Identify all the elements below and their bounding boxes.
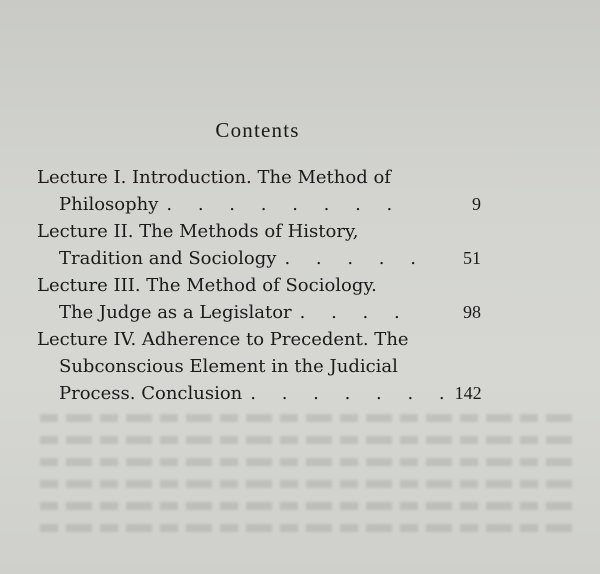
toc-entry-lecture-3 xyxy=(37,272,497,326)
toc-entry-lecture-2 xyxy=(37,218,497,272)
toc-entry-continuation: Subconscious Element in the Judicial xyxy=(59,356,398,377)
toc-entry-last-line xyxy=(37,380,497,407)
toc-leader-dots: . . . . . xyxy=(284,248,426,269)
toc-entry-last-line xyxy=(37,191,497,218)
toc-entry-text: Process. Conclusion xyxy=(59,383,243,404)
toc-entry-heading: Lecture II. The Methods of History, xyxy=(37,221,359,242)
toc-entry-heading: Lecture I. Introduction. The Method of xyxy=(37,167,391,188)
show-through-text xyxy=(40,400,580,570)
toc-entry-text: Philosophy xyxy=(59,194,159,215)
toc-leader-dots: . . . . . . . . xyxy=(166,194,403,215)
toc-entry-heading: Lecture IV. Adherence to Precedent. The xyxy=(37,329,409,350)
toc-leader-dots: . . . . . . . xyxy=(250,383,455,404)
toc-entry-heading: Lecture III. The Method of Sociology. xyxy=(37,275,377,296)
toc-entry-text: The Judge as a Legislator xyxy=(59,302,292,323)
toc-entry-last-line xyxy=(37,299,497,326)
toc-entry-lecture-4 xyxy=(37,326,497,407)
toc-page-number: 98 xyxy=(463,302,481,322)
toc-entry-last-line xyxy=(37,245,497,272)
toc-leader-dots: . . . . xyxy=(299,302,410,323)
toc-page-number: 51 xyxy=(463,248,481,268)
toc-entry-lecture-1 xyxy=(37,164,497,218)
toc-page-number: 9 xyxy=(472,194,481,214)
toc-entry-text: Tradition and Sociology xyxy=(59,248,277,269)
page-title: Contents xyxy=(215,118,300,142)
table-of-contents xyxy=(37,164,497,407)
toc-page-number: 142 xyxy=(454,383,482,403)
